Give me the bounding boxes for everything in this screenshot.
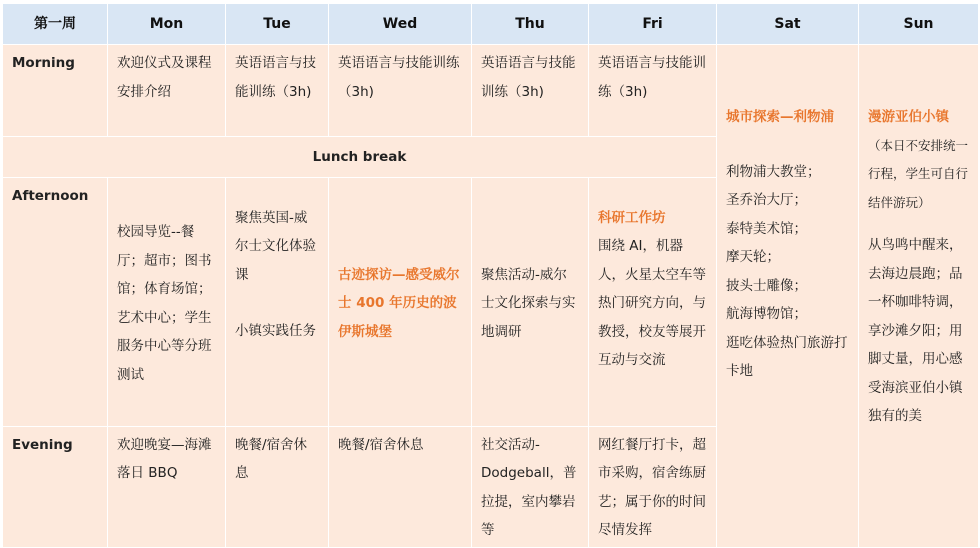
cell-mon-morning: 欢迎仪式及课程安排介绍 [108, 45, 226, 137]
day-header-mon: Mon [108, 4, 226, 45]
morning-row [3, 45, 979, 137]
lunch-break: Lunch break [3, 137, 717, 177]
cell-wed-afternoon [329, 177, 472, 426]
sat-item: 披头士雕像； [726, 277, 807, 294]
fri-afternoon-title: 科研工作坊 [598, 209, 666, 226]
cell-mon-afternoon: 校园导览--餐厅；超市；图书馆；体育场馆；艺术中心；学生服务中心等分班测试 [108, 177, 226, 426]
cell-fri-evening: 网红餐厅打卡，超市采购，宿舍练厨艺；属于你的时间尽情发挥 [589, 426, 717, 547]
tue-afternoon-line1: 聚焦英国-威尔士文化体验课 [235, 209, 316, 283]
cell-sun [859, 45, 979, 548]
wed-afternoon-title: 古迹探访—感受威尔士 400 年历史的波伊斯城堡 [338, 266, 460, 340]
schedule-table [2, 3, 979, 548]
cell-thu-evening: 社交活动-Dodgeball，普拉提，室内攀岩等 [472, 426, 589, 547]
fri-afternoon-text: 围绕 AI，机器人，火星太空车等热门研究方向，与教授，校友等展开互动与交流 [598, 238, 706, 369]
sat-item: 圣乔治大厅； [726, 192, 807, 208]
sat-item: 泰特美术馆； [726, 220, 807, 237]
sun-title: 漫游亚伯小镇 [868, 109, 949, 125]
week-header: 第一周 [3, 4, 108, 45]
row-label-morning: Morning [3, 45, 108, 137]
cell-thu-morning: 英语语言与技能训练（3h) [472, 45, 589, 137]
cell-sat [717, 45, 859, 548]
sat-item: 摩天轮； [726, 249, 780, 265]
cell-tue-afternoon [226, 177, 329, 426]
cell-fri-morning: 英语语言与技能训练（3h) [589, 45, 717, 137]
tue-afternoon-line2: 小镇实践任务 [235, 323, 316, 340]
day-header-wed: Wed [329, 4, 472, 45]
cell-wed-morning: 英语语言与技能训练（3h) [329, 45, 472, 137]
cell-tue-evening: 晚餐/宿舍休息 [226, 426, 329, 547]
cell-wed-evening: 晚餐/宿舍休息 [329, 426, 472, 547]
day-header-sat: Sat [717, 4, 859, 45]
cell-thu-afternoon: 聚焦活动-威尔士文化探索与实地调研 [472, 177, 589, 426]
cell-tue-morning: 英语语言与技能训练（3h) [226, 45, 329, 137]
day-header-sun: Sun [859, 4, 979, 45]
sat-item: 利物浦大教堂； [726, 163, 821, 180]
sat-item: 航海博物馆； [726, 306, 807, 322]
day-header-tue: Tue [226, 4, 329, 45]
sun-note: （本日不安排统一行程，学生可自行结伴游玩） [868, 137, 969, 210]
day-header-fri: Fri [589, 4, 717, 45]
row-label-evening: Evening [3, 426, 108, 547]
cell-fri-afternoon [589, 177, 717, 426]
row-label-afternoon: Afternoon [3, 177, 108, 426]
header-row [3, 4, 979, 45]
day-header-thu: Thu [472, 4, 589, 45]
sun-text: 从鸟鸣中醒来，去海边晨跑；品一杯咖啡特调，享沙滩夕阳；用脚丈量，用心感受海滨亚伯小镇独有的美 [868, 237, 963, 424]
cell-mon-evening: 欢迎晚宴—海滩落日 BBQ [108, 426, 226, 547]
sat-title: 城市探索—利物浦 [726, 109, 834, 125]
sat-item: 逛吃体验热门旅游打卡地 [726, 334, 848, 379]
